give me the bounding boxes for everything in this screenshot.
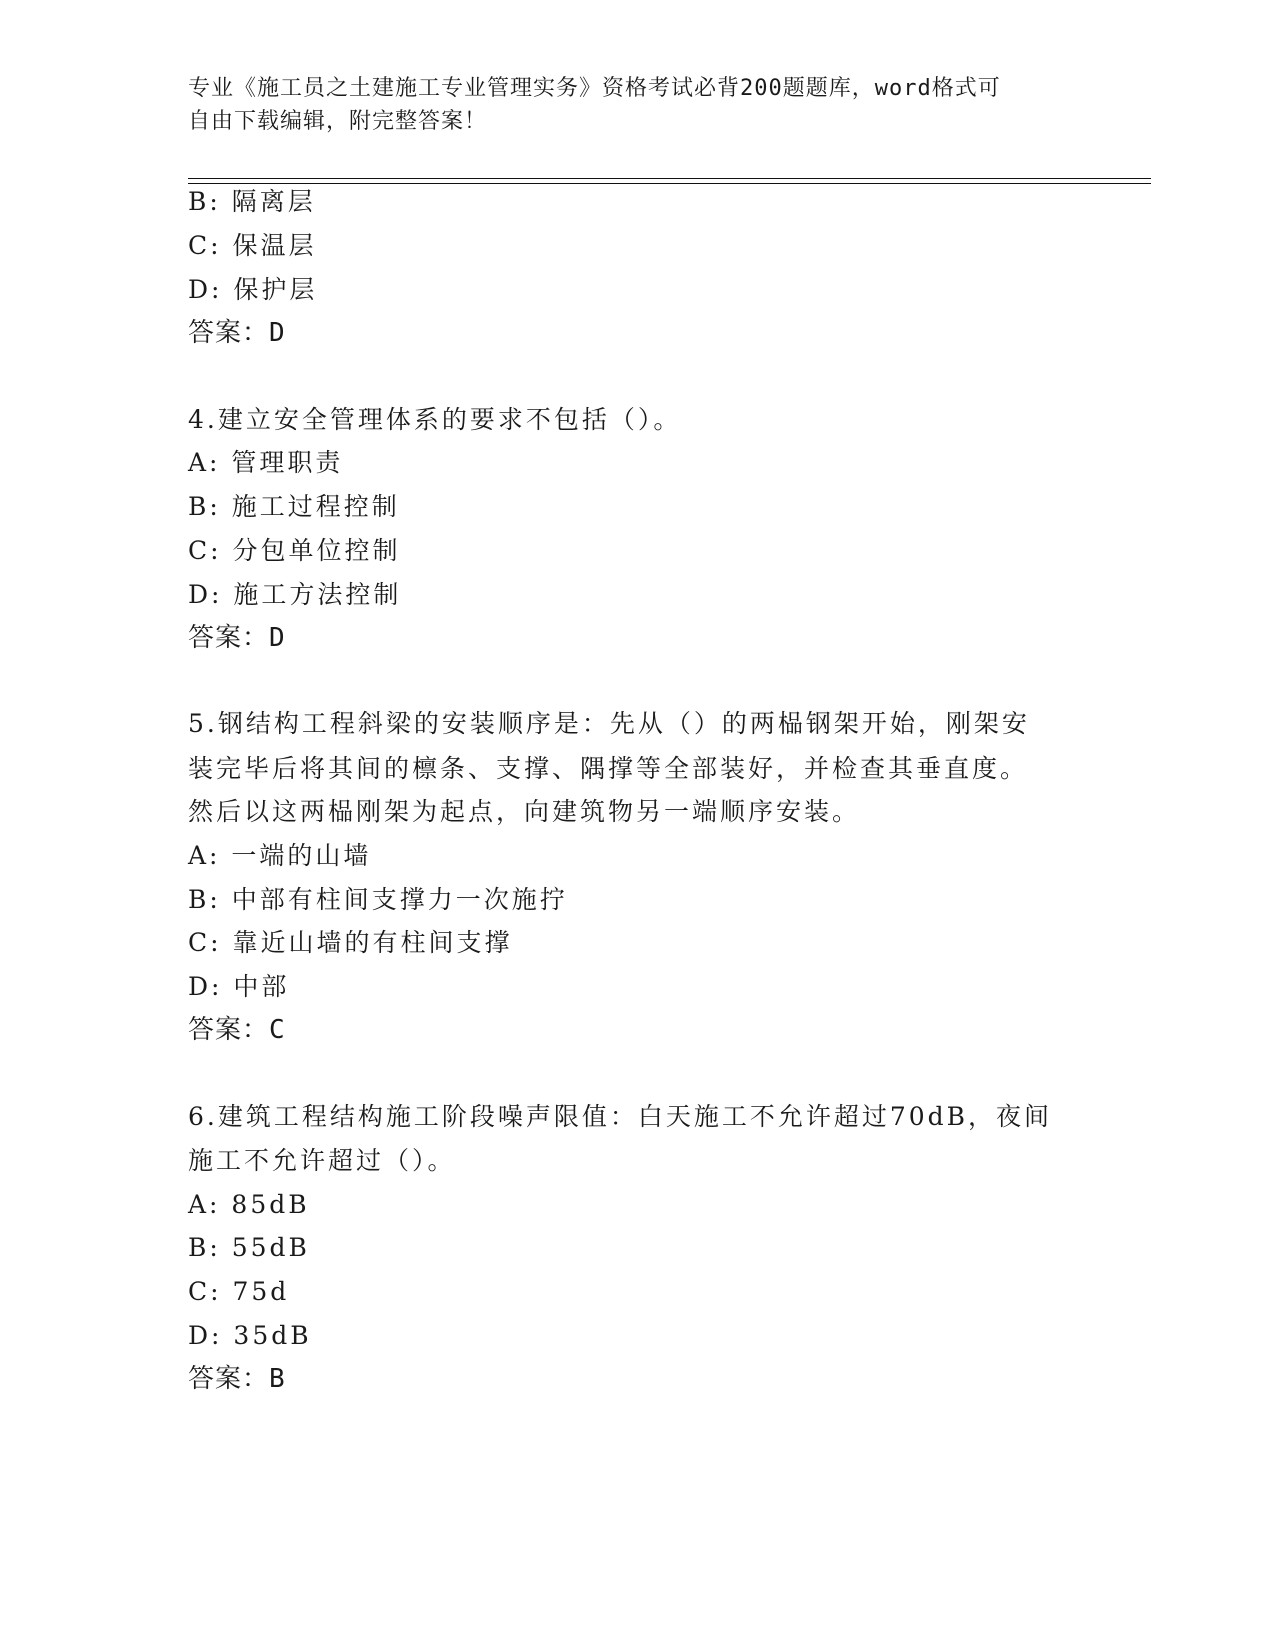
q6-answer: 答案：B xyxy=(188,1364,286,1394)
q5-option-a: A: 一端的山墙 xyxy=(188,841,372,870)
q3-option-c: C: 保温层 xyxy=(188,231,317,260)
q4-option-a: A: 管理职责 xyxy=(188,448,344,477)
q5-option-d: D: 中部 xyxy=(188,972,290,1001)
header-title-line-1: 专业《施工员之土建施工专业管理实务》资格考试必背200题题库，word格式可 xyxy=(188,76,1001,101)
header-divider-top xyxy=(188,178,1151,179)
page-header xyxy=(188,72,1068,138)
q6-question-line-2: 施工不允许超过（）。 xyxy=(188,1146,456,1175)
q6-option-d: D: 35dB xyxy=(188,1321,312,1350)
q6-option-a: A: 85dB xyxy=(188,1190,310,1219)
q3-option-b: B: 隔离层 xyxy=(188,187,316,216)
q4-option-d: D: 施工方法控制 xyxy=(188,580,402,609)
q4-question: 4.建立安全管理体系的要求不包括（）。 xyxy=(188,405,682,434)
q6-option-b: B: 55dB xyxy=(188,1233,310,1262)
q3-option-d: D: 保护层 xyxy=(188,275,318,304)
q4-option-b: B: 施工过程控制 xyxy=(188,492,400,521)
q6-option-c: C: 75d xyxy=(188,1277,290,1306)
q4-option-c: C: 分包单位控制 xyxy=(188,536,401,565)
q5-question-line-3: 然后以这两榀刚架为起点，向建筑物另一端顺序安装。 xyxy=(188,797,861,826)
q5-question-line-2: 装完毕后将其间的檩条、支撑、隅撑等全部装好，并检查其垂直度。 xyxy=(188,754,1029,783)
q5-answer: 答案：C xyxy=(188,1015,286,1045)
q3-answer: 答案：D xyxy=(188,318,286,348)
header-title-line-2: 自由下载编辑，附完整答案！ xyxy=(188,109,488,134)
q5-question-line-1: 5.钢结构工程斜梁的安装顺序是：先从（）的两榀钢架开始，刚架安 xyxy=(188,709,1030,738)
q4-answer: 答案：D xyxy=(188,623,286,653)
q5-option-c: C: 靠近山墙的有柱间支撑 xyxy=(188,928,513,957)
q5-option-b: B: 中部有柱间支撑力一次施拧 xyxy=(188,885,568,914)
header-divider-bottom xyxy=(188,183,1151,184)
q6-question-line-1: 6.建筑工程结构施工阶段噪声限值：白天施工不允许超过70dB，夜间 xyxy=(188,1102,1053,1131)
